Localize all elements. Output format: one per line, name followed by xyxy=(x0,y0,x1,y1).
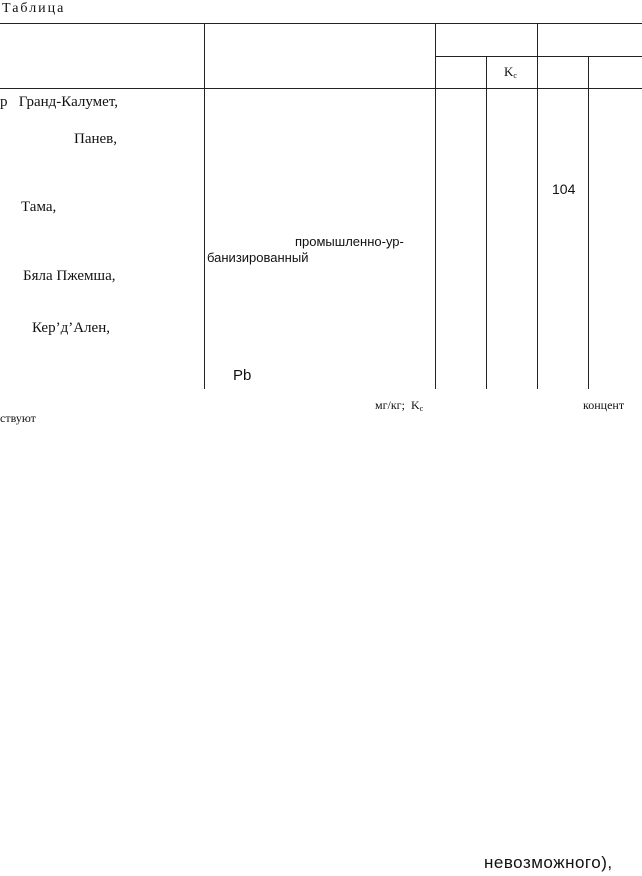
row-label-tama: Тама, xyxy=(21,199,57,215)
element-pb: Pb xyxy=(233,367,252,384)
table-subheader-line xyxy=(435,56,642,57)
table-top-border xyxy=(0,23,642,24)
table-header-bottom-border xyxy=(0,88,642,89)
value-104: 104 xyxy=(552,181,576,197)
row-label-panev: Панев, xyxy=(74,131,118,147)
type-cell-line1: промышленно-ур- xyxy=(295,234,404,249)
type-cell-line2: банизированный xyxy=(207,250,309,265)
header-kc: Kc xyxy=(504,64,517,80)
col-divider-2 xyxy=(435,23,436,389)
col-divider-4 xyxy=(537,23,538,389)
footnote-units: мг/кг; Kc xyxy=(375,398,424,413)
row-label-kerdalen: Кер’д’Ален, xyxy=(32,320,110,336)
footnote-stvuyut: ствуют xyxy=(0,411,36,425)
footnote-concent: концент xyxy=(583,398,625,412)
bottom-text: невозможного), xyxy=(484,853,613,872)
col-divider-1 xyxy=(204,23,205,389)
table-caption: Таблица xyxy=(2,1,66,16)
row-label-byala-pzhemsha: Бяла Пжемша, xyxy=(23,268,116,284)
col-divider-3 xyxy=(486,56,487,389)
col-divider-5 xyxy=(588,56,589,389)
row-label-grand-kalumet: р Гранд-Калумет, xyxy=(0,94,119,110)
